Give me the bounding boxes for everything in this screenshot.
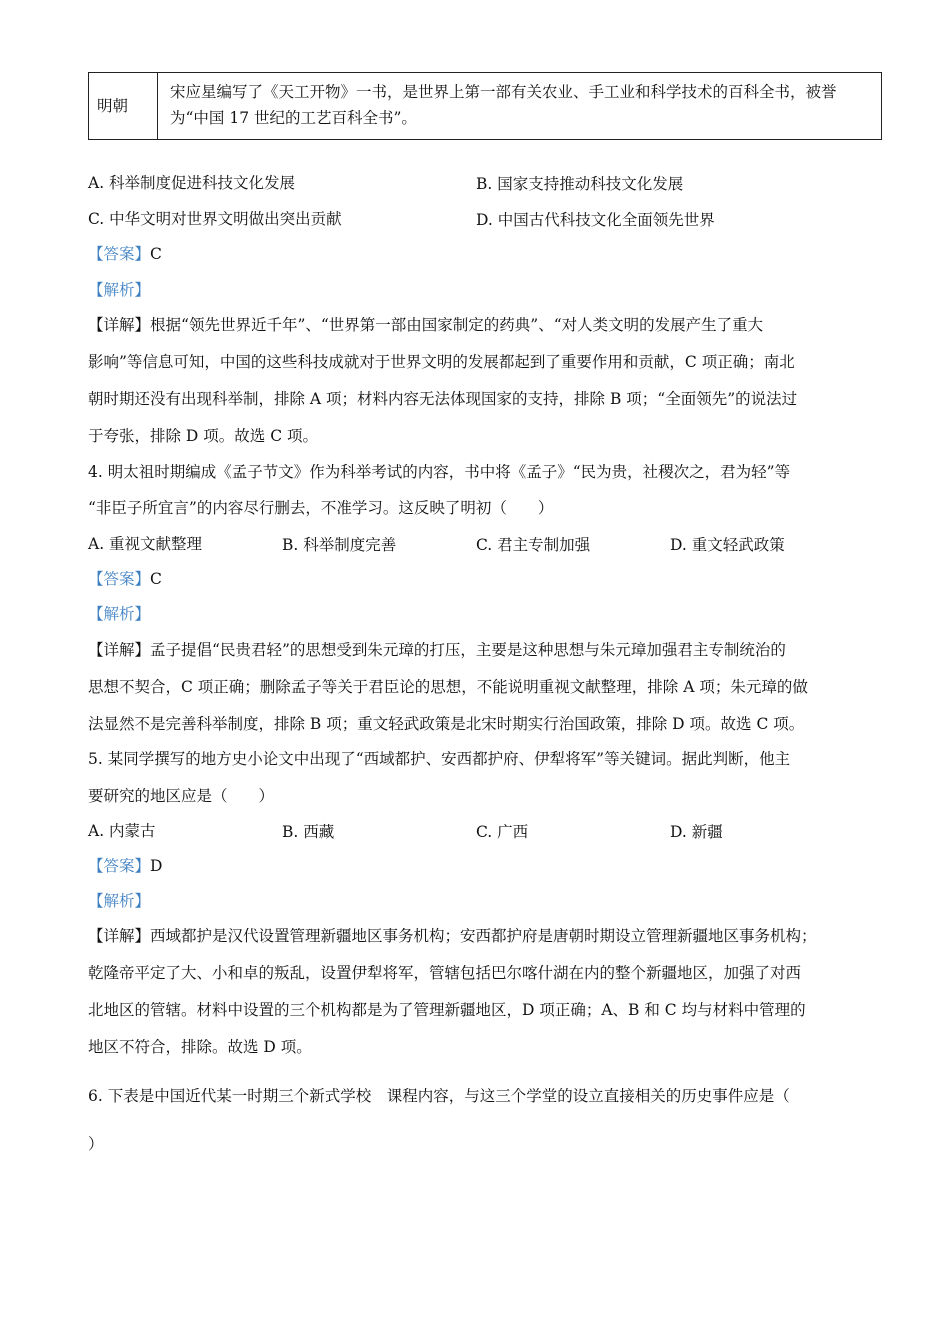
q3-option-c: C. 中华文明对世界文明做出突出贡献	[88, 210, 342, 228]
q3-option-d: D. 中国古代科技文化全面领先世界	[476, 211, 715, 229]
q5-detail-line-4: 地区不符合，排除。故选 D 项。	[88, 1038, 312, 1056]
q5-stem-line-2: 要研究的地区应是（ ）	[88, 787, 275, 805]
q3-option-b: B. 国家支持推动科技文化发展	[476, 175, 684, 193]
answer-tag: 【答案】	[88, 570, 151, 588]
q4-detail-line-2: 思想不契合，C 项正确；删除孟子等关于君臣论的思想，不能说明重视文献整理，排除 A 项；朱元璋的做	[88, 678, 808, 696]
q3-option-a: A. 科举制度促进科技文化发展	[88, 174, 296, 192]
q5-option-a: A. 内蒙古	[88, 822, 156, 840]
document-page	[88, 72, 882, 1153]
detail-tag: 【详解】	[88, 927, 151, 945]
table-row	[89, 73, 882, 140]
q4-detail-line-3: 法显然不是完善科举制度，排除 B 项；重文轻武政策是北宋时期实行治国政策，排除 D 项。故选 C 项。	[88, 715, 805, 733]
q5-option-d: D. 新疆	[670, 823, 723, 841]
detail-tag: 【详解】	[88, 316, 151, 334]
q6-stem-line-1: 6. 下表是中国近代某一时期三个新式学校 课程内容，与这三个学堂的设立直接相关的历史事件应是（	[88, 1087, 790, 1105]
q5-detail-line-1: 【详解】西域都护是汉代设置管理新疆地区事务机构；安西都护府是唐朝时期设立管理新疆地区事务机构；	[88, 927, 817, 945]
q5-analysis-tag: 【解析】	[88, 892, 151, 910]
q4-detail-line-1: 【详解】孟子提倡“民贵君轻”的思想受到朱元璋的打压，主要是这种思想与朱元璋加强君主专制统治的	[88, 641, 786, 659]
detail-tag: 【详解】	[88, 641, 151, 659]
q4-option-b: B. 科举制度完善	[282, 536, 397, 554]
table-content-cell: 宋应星编写了《天工开物》一书，是世界上第一部有关农业、手工业和科学技术的百科全书，被誉为“中国 17 世纪的工艺百科全书”。	[158, 73, 882, 140]
answer-tag: 【答案】	[88, 857, 151, 875]
answer-tag: 【答案】	[88, 245, 151, 263]
table-dynasty-cell: 明朝	[89, 73, 158, 140]
q5-option-c: C. 广西	[476, 823, 529, 841]
q4-option-d: D. 重文轻武政策	[670, 536, 785, 554]
q5-detail-line-2: 乾隆帝平定了大、小和卓的叛乱，设置伊犁将军，管辖包括巴尔喀什湖在内的整个新疆地区，加强了对西	[88, 964, 802, 982]
q3-answer	[88, 243, 162, 265]
q5-option-b: B. 西藏	[282, 823, 335, 841]
q4-option-a: A. 重视文献整理	[88, 535, 203, 553]
material-table	[88, 72, 882, 140]
answer-value: C	[150, 245, 162, 263]
q4-answer	[88, 568, 162, 590]
q4-option-c: C. 君主专制加强	[476, 536, 591, 554]
q3-analysis-tag: 【解析】	[88, 281, 151, 299]
q5-detail-line-3: 北地区的管辖。材料中设置的三个机构都是为了管理新疆地区，D 项正确；A、B 和 C 均与材料中管理的	[88, 1001, 806, 1019]
q3-detail-line-4: 于夸张，排除 D 项。故选 C 项。	[88, 427, 318, 445]
q3-detail-line-2: 影响”等信息可知，中国的这些科技成就对于世界文明的发展都起到了重要作用和贡献，C 项正确；南北	[88, 353, 795, 371]
q4-stem-line-1: 4. 明太祖时期编成《孟子节文》作为科举考试的内容，书中将《孟子》“民为贵，社稷次之，君为轻”等	[88, 463, 791, 481]
q4-stem-line-2: “非臣子所宜言”的内容尽行删去，不准学习。这反映了明初（ ）	[88, 499, 554, 517]
q5-stem-line-1: 5. 某同学撰写的地方史小论文中出现了“西域都护、安西都护府、伊犁将军”等关键词。据此判断，他主	[88, 750, 791, 768]
q4-analysis-tag: 【解析】	[88, 605, 151, 623]
answer-value: C	[150, 570, 162, 588]
q3-detail-line-3: 朝时期还没有出现科举制，排除 A 项；材料内容无法体现国家的支持，排除 B 项；“全面领先”的说法过	[88, 390, 798, 408]
answer-value: D	[150, 857, 163, 875]
q5-answer	[88, 855, 162, 877]
q6-stem-line-2: ）	[88, 1135, 104, 1153]
q3-detail-line-1: 【详解】根据“领先世界近千年”、“世界第一部由国家制定的药典”、“对人类文明的发展产生了重大	[88, 316, 764, 334]
